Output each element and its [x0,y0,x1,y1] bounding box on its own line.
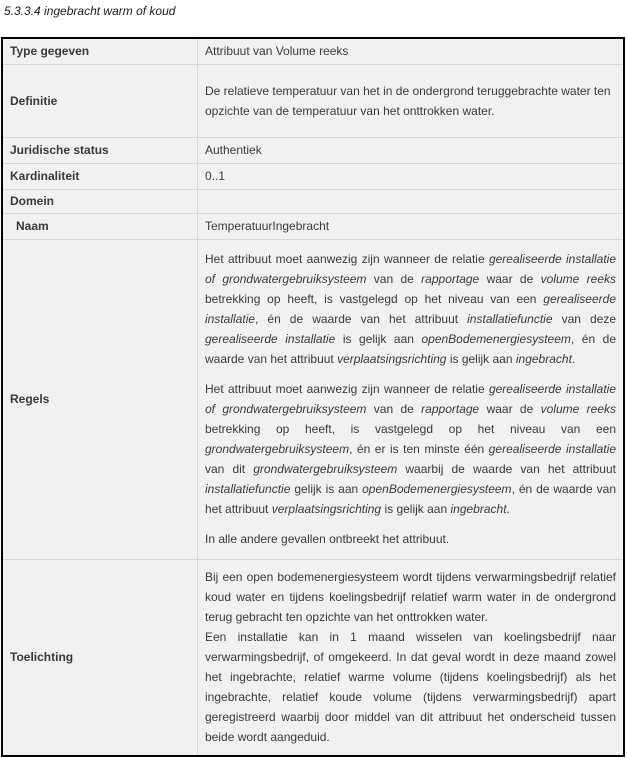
row-label-kardinaliteit: Kardinaliteit [2,163,198,189]
row-value-juridische-status: Authentiek [198,137,625,163]
row-value-toelichting [198,559,625,756]
paragraph: Het attribuut moet aanwezig zijn wanneer de relatie gerealiseerde installatie of grondwatergebruiksysteem van de rapportage waar de volume reeks betrekking op heeft, is vastgelegd op het niveau van een gerealiseerde installatie, én de waarde van het attribuut installatiefunctie van deze gerealiseerde installatie is gelijk aan openBodemenergiesysteem, én de waarde van het attribuut verplaatsingsrichting is gelijk aan ingebracht. [205,252,617,366]
paragraph: Het attribuut moet aanwezig zijn wanneer de relatie gerealiseerde installatie of grondwatergebruiksysteem van de rapportage waar de volume reeks betrekking op heeft, is vastgelegd op het niveau van een grondwatergebruiksysteem, én er is ten minste één gerealiseerde installatie van dit grondwatergebruiksysteem waarbij de waarde van het attribuut installatiefunctie gelijk is aan openBodemenergiesysteem, én de waarde van het attribuut verplaatsingsrichting is gelijk aan ingebracht. [205,382,617,516]
table-row-definitie [2,64,624,137]
table-row-toelichting [2,559,624,756]
section-heading: 5.3.3.4 ingebracht warm of koud [4,4,176,18]
row-label-regels: Regels [2,239,198,559]
row-label-naam: Naam [2,213,198,239]
row-value-definitie: De relatieve temperatuur van het in de ondergrond teruggebrachte water ten opzichte van de temperatuur van het onttrokken water. [198,64,625,137]
paragraph: In alle andere gevallen ontbreekt het attribuut. [205,532,450,546]
table-row-naam [2,213,624,239]
table-row-regels [2,239,624,559]
table-row-type-gegeven [2,38,624,64]
attribute-table [1,37,625,757]
row-label-domein: Domein [2,189,198,213]
row-label-definitie: Definitie [2,64,198,137]
table-row-juridische-status [2,137,624,163]
row-label-toelichting: Toelichting [2,559,198,756]
row-value-kardinaliteit: 0..1 [198,163,625,189]
row-value-type-gegeven: Attribuut van Volume reeks [198,38,625,64]
row-label-juridische-status: Juridische status [2,137,198,163]
table-row-domein [2,189,624,213]
paragraph: Bij een open bodemenergiesysteem wordt tijdens verwarmingsbedrijf relatief koud water en tijdens koelingsbedrijf relatief warm water in de ondergrond terug gebracht ten opzichte van het onttrokken water. [205,570,616,625]
row-value-domein [198,189,625,213]
row-label-type-gegeven: Type gegeven [2,38,198,64]
row-value-regels [198,239,625,559]
paragraph: Een installatie kan in 1 maand wisselen van koelingsbedrijf naar verwarmingsbedrijf, of omgekeerd. In dat geval wordt in deze maand zowel het ingebrachte, relatief warme volume (tijdens koelingsbedrijf) als het ingebrachte, relatief koude volume (tijdens verwarmingsbedrijf) apart geregistreerd waarbij door middel van dit attribuut het onderscheid tussen beide wordt aangeduid. [205,630,616,745]
table-row-kardinaliteit [2,163,624,189]
row-value-naam: TemperatuurIngebracht [198,213,625,239]
